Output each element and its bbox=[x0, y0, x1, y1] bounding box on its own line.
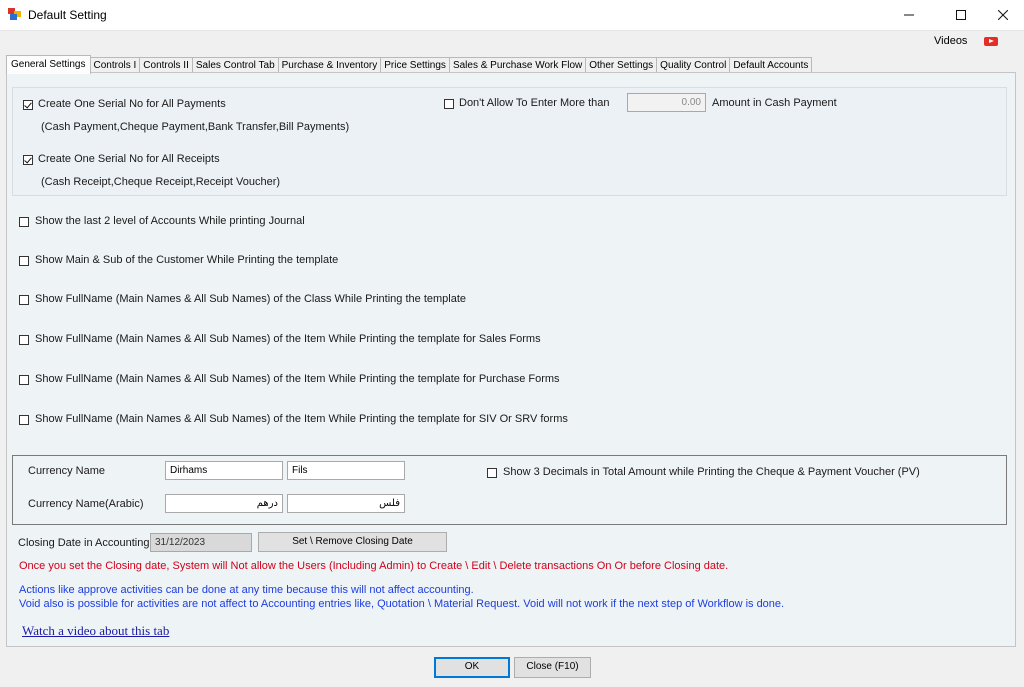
serial-payments-checkbox[interactable] bbox=[23, 100, 33, 110]
tab-purchase-inventory[interactable]: Purchase & Inventory bbox=[279, 57, 382, 74]
option-checkbox-customer-main-sub[interactable] bbox=[19, 256, 29, 266]
set-remove-closing-date-button[interactable]: Set \ Remove Closing Date bbox=[258, 532, 447, 552]
closing-date-field[interactable]: 31/12/2023 bbox=[150, 533, 252, 552]
serial-payments-note: (Cash Payment,Cheque Payment,Bank Transfer,Bill Payments) bbox=[41, 121, 350, 133]
dont-allow-suffix: Amount in Cash Payment bbox=[712, 97, 837, 109]
close-icon bbox=[998, 10, 1008, 20]
serial-receipts-label: Create One Serial No for All Receipts bbox=[38, 153, 220, 165]
closing-date-label: Closing Date in Accounting bbox=[18, 537, 150, 549]
currency-name-main-field[interactable]: Dirhams bbox=[165, 461, 283, 480]
minimize-button[interactable] bbox=[886, 0, 932, 30]
tab-other-settings[interactable]: Other Settings bbox=[586, 57, 657, 74]
three-decimals-label: Show 3 Decimals in Total Amount while Printing the Cheque & Payment Voucher (PV) bbox=[503, 466, 920, 478]
closing-info-text-2: Void also is possible for activities are not affect to Accounting entries like, Quotation \ Material Request. Void will not work if the next step of Workflow is done. bbox=[19, 598, 785, 610]
currency-arabic-label: Currency Name(Arabic) bbox=[28, 498, 144, 510]
serial-receipts-checkbox[interactable] bbox=[23, 155, 33, 165]
tab-quality-control[interactable]: Quality Control bbox=[657, 57, 730, 74]
option-checkbox-accounts-levels[interactable] bbox=[19, 217, 29, 227]
dont-allow-label: Don't Allow To Enter More than bbox=[459, 97, 610, 109]
option-label-accounts-levels: Show the last 2 level of Accounts While printing Journal bbox=[35, 215, 305, 227]
option-checkbox-item-siv-srv[interactable] bbox=[19, 415, 29, 425]
tab-default-accounts[interactable]: Default Accounts bbox=[730, 57, 812, 74]
tab-sales-purchase-workflow[interactable]: Sales & Purchase Work Flow bbox=[450, 57, 586, 74]
three-decimals-checkbox[interactable] bbox=[487, 468, 497, 478]
minimize-icon bbox=[904, 10, 914, 20]
videos-link[interactable]: Videos bbox=[934, 35, 968, 47]
serial-payments-label: Create One Serial No for All Payments bbox=[38, 98, 226, 110]
option-label-class-fullname: Show FullName (Main Names & All Sub Names) of the Class While Printing the template bbox=[35, 293, 467, 305]
ok-button[interactable]: OK bbox=[434, 657, 510, 678]
closing-warning-text: Once you set the Closing date, System will Not allow the Users (Including Admin) to Create \ Edit \ Delete transactions On Or before Closing date. bbox=[19, 560, 729, 572]
app-icon bbox=[8, 8, 21, 20]
youtube-icon[interactable] bbox=[984, 37, 998, 46]
option-label-item-siv-srv: Show FullName (Main Names & All Sub Names) of the Item While Printing the template for SIV Or SRV forms bbox=[35, 413, 568, 425]
tab-controls-ii[interactable]: Controls II bbox=[140, 57, 193, 74]
settings-tabs bbox=[6, 55, 812, 73]
watch-video-link[interactable]: Watch a video about this tab bbox=[22, 623, 170, 638]
window-title: Default Setting bbox=[28, 8, 107, 22]
option-checkbox-item-purchase[interactable] bbox=[19, 375, 29, 385]
serial-receipts-note: (Cash Receipt,Cheque Receipt,Receipt Voucher) bbox=[41, 176, 281, 188]
currency-name-sub-field[interactable]: Fils bbox=[287, 461, 405, 480]
closing-info-text-1: Actions like approve activities can be done at any time because this will not affect accounting. bbox=[19, 584, 474, 596]
option-label-item-purchase: Show FullName (Main Names & All Sub Names) of the Item While Printing the template for Purchase Forms bbox=[35, 373, 560, 385]
maximize-icon bbox=[956, 10, 966, 20]
currency-arabic-main-field[interactable]: درهم bbox=[165, 494, 283, 513]
max-cash-amount-field[interactable]: 0.00 bbox=[627, 93, 706, 112]
tab-price-settings[interactable]: Price Settings bbox=[381, 57, 450, 74]
tab-controls-i[interactable]: Controls I bbox=[91, 57, 141, 74]
option-label-item-sales: Show FullName (Main Names & All Sub Names) of the Item While Printing the template for Sales Forms bbox=[35, 333, 541, 345]
option-checkbox-class-fullname[interactable] bbox=[19, 295, 29, 305]
option-checkbox-item-sales[interactable] bbox=[19, 335, 29, 345]
title-bar bbox=[0, 0, 1024, 30]
dont-allow-checkbox[interactable] bbox=[444, 99, 454, 109]
tab-sales-control[interactable]: Sales Control Tab bbox=[193, 57, 279, 74]
currency-arabic-sub-field[interactable]: فلس bbox=[287, 494, 405, 513]
close-button[interactable] bbox=[980, 0, 1024, 30]
currency-name-label: Currency Name bbox=[28, 465, 106, 477]
maximize-button[interactable] bbox=[938, 0, 984, 30]
tab-general-settings[interactable]: General Settings bbox=[6, 55, 91, 74]
close-f10-button[interactable]: Close (F10) bbox=[514, 657, 591, 678]
option-label-customer-main-sub: Show Main & Sub of the Customer While Printing the template bbox=[35, 254, 339, 266]
